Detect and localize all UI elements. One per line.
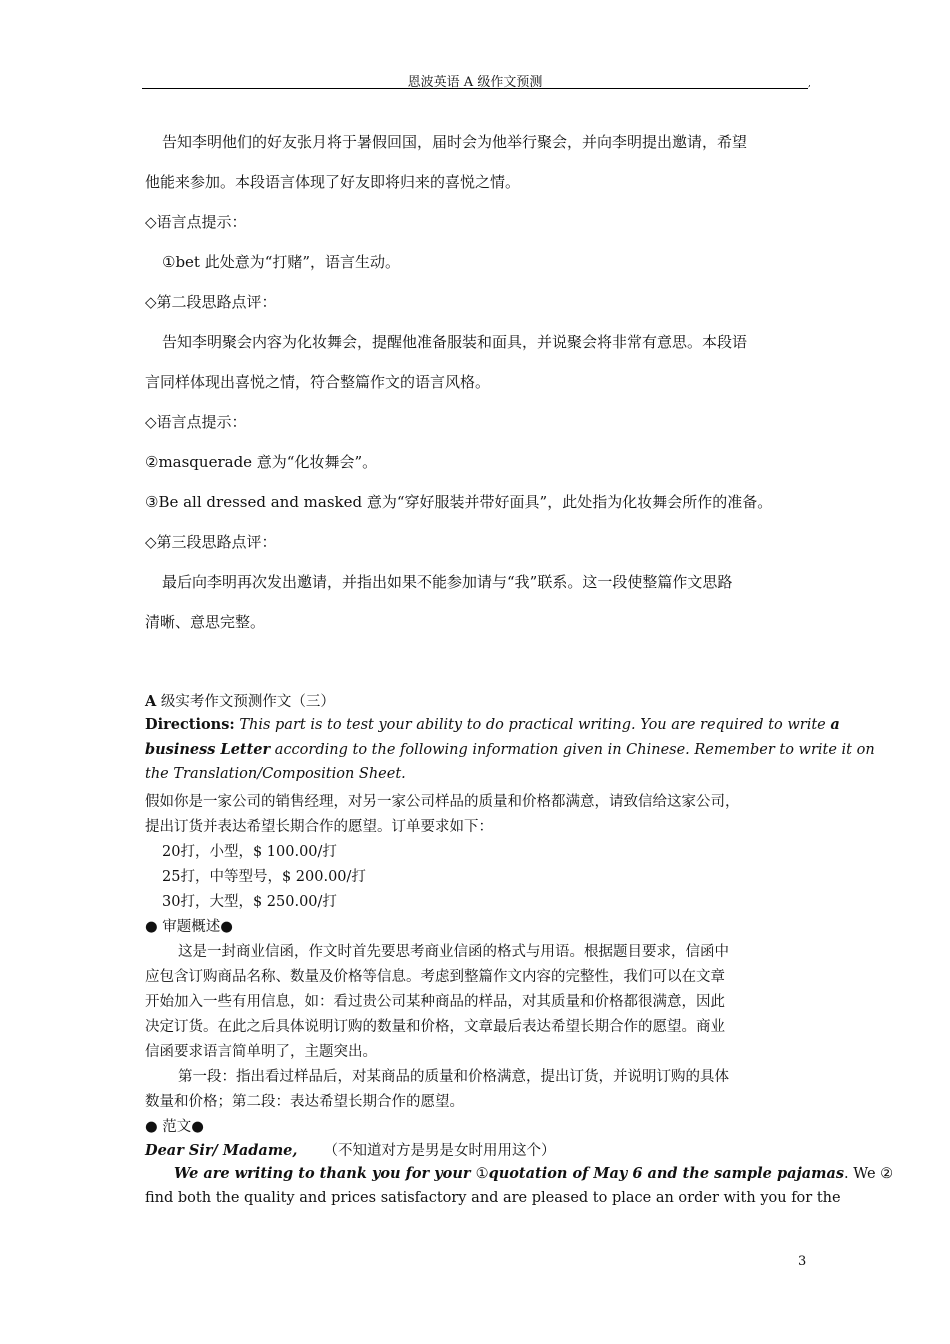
- analysis-line: 第一段：指出看过样品后，对某商品的质量和价格满意，提出订货，并说明订购的具体: [178, 1069, 729, 1085]
- section-label: ◇语言点提示：: [145, 413, 247, 431]
- analysis-line: 决定订货。在此之后具体说明订购的数量和价格，文章最后表达希望长期合作的愿望。商业: [145, 1019, 725, 1035]
- paragraph-line: 告知李明聚会内容为化妆舞会，提醒他准备服装和面具，并说聚会将非常有意思。本段语: [162, 333, 748, 351]
- sample-heading: ● 范文●: [145, 1119, 204, 1135]
- language-point: ②masquerade 意为“化妆舞会”。: [145, 453, 378, 471]
- salutation-note: （不知道对方是男是女时用用这个）: [323, 1143, 556, 1159]
- letter-body-line: We are writing to thank you for your ①quotation of May 6 and the sample pajamas. We ②: [174, 1165, 894, 1182]
- paragraph-line: 言同样体现出喜悦之情，符合整篇作文的语言风格。: [145, 373, 491, 391]
- task-line: 提出订货并表达希望长期合作的愿望。订单要求如下：: [145, 819, 493, 835]
- language-point: ③Be all dressed and masked 意为“穿好服装并带好面具”，此处指为化妆舞会所作的准备。: [145, 493, 773, 511]
- section-label: ◇第三段思路点评：: [145, 533, 277, 551]
- directions-line: business Letter according to the following information given in Chinese. Remember to write it on: [145, 741, 875, 758]
- language-point: ①bet 此处意为“打赌”，语言生动。: [162, 253, 401, 271]
- paragraph-line: 最后向李明再次发出邀请，并指出如果不能参加请与“我”联系。这一段使整篇作文思路: [162, 573, 733, 591]
- salutation: Dear Sir/ Madame,: [145, 1142, 298, 1159]
- analysis-line: 这是一封商业信函，作文时首先要思考商业信函的格式与用语。根据题目要求，信函中: [178, 944, 729, 960]
- directions-line: the Translation/Composition Sheet.: [145, 766, 406, 782]
- analysis-line: 数量和价格；第二段：表达希望长期合作的愿望。: [145, 1094, 464, 1110]
- running-header: 恩波英语 A 级作文预测: [407, 75, 543, 90]
- essay-title: [145, 690, 335, 711]
- essay-title-text: 级实考作文预测作文（三）: [156, 694, 335, 710]
- page-number: 3: [798, 1254, 807, 1269]
- header-end-mark: ,: [808, 79, 811, 89]
- section-label: ◇第二段思路点评：: [145, 293, 277, 311]
- directions-label: Directions:: [145, 716, 235, 733]
- order-item: 25打，中等型号，$ 200.00/打: [162, 869, 366, 885]
- essay-title-level: A: [145, 693, 157, 710]
- letter-body-line: find both the quality and prices satisfactory and are pleased to place an order with you for the: [145, 1190, 841, 1206]
- analysis-line: 应包含订购商品名称、数量及价格等信息。考虑到整篇作文内容的完整性，我们可以在文章: [145, 969, 725, 985]
- order-item: 30打，大型，$ 250.00/打: [162, 894, 337, 910]
- paragraph-line: 他能来参加。本段语言体现了好友即将归来的喜悦之情。: [145, 173, 521, 191]
- directions-line: Directions: This part is to test your ability to do practical writing. You are required to write a: [145, 716, 840, 733]
- task-line: 假如你是一家公司的销售经理，对另一家公司样品的质量和价格都满意，请致信给这家公司，: [145, 794, 740, 810]
- paragraph-line: 告知李明他们的好友张月将于暑假回国，届时会为他举行聚会，并向李明提出邀请，希望: [162, 133, 748, 151]
- order-item: 20打，小型，$ 100.00/打: [162, 844, 337, 860]
- analysis-line: 开始加入一些有用信息，如：看过贵公司某种商品的样品，对其质量和价格都很满意，因此: [145, 994, 725, 1010]
- section-label: ◇语言点提示：: [145, 213, 247, 231]
- header-rule: [142, 88, 808, 89]
- paragraph-line: 清晰、意思完整。: [145, 613, 266, 631]
- analysis-line: 信函要求语言简单明了，主题突出。: [145, 1044, 377, 1060]
- analysis-heading: ● 审题概述●: [145, 919, 233, 935]
- salutation-line: [145, 1139, 555, 1160]
